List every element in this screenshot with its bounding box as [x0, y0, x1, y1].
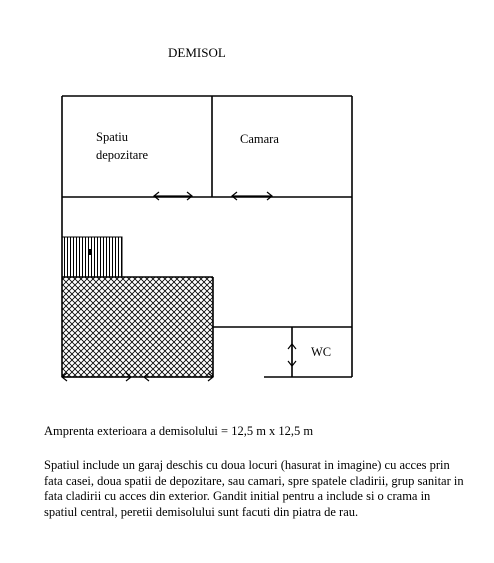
stairs-marker — [89, 249, 92, 255]
garage-hatch — [62, 277, 213, 377]
room-label-wc: WC — [311, 345, 332, 359]
room-label-pantry: Camara — [240, 132, 279, 146]
door-arrow-wc — [288, 344, 296, 366]
door-arrow-storage — [154, 192, 192, 200]
description-text: Spatiul include un garaj deschis cu doua locuri (hasurat in imagine) cu acces prin fata casei, doua spatii de depozitare, sau camari, spre spatele cladirii, grup sanitar in fata cladirii cu acces din exterior. Gandit initial pentru a include si o crama in spatiul central, peretii demisolului sunt facuti din piatra de rau. — [44, 458, 464, 519]
plan-title: DEMISOL — [168, 45, 226, 60]
footprint-text: Amprenta exterioara a demisolului = 12,5 m x 12,5 m — [44, 424, 314, 438]
stairs — [62, 237, 122, 277]
door-arrow-pantry — [232, 192, 272, 200]
room-label-storage-1: Spatiu — [96, 130, 128, 144]
room-label-storage-2: depozitare — [96, 148, 149, 162]
